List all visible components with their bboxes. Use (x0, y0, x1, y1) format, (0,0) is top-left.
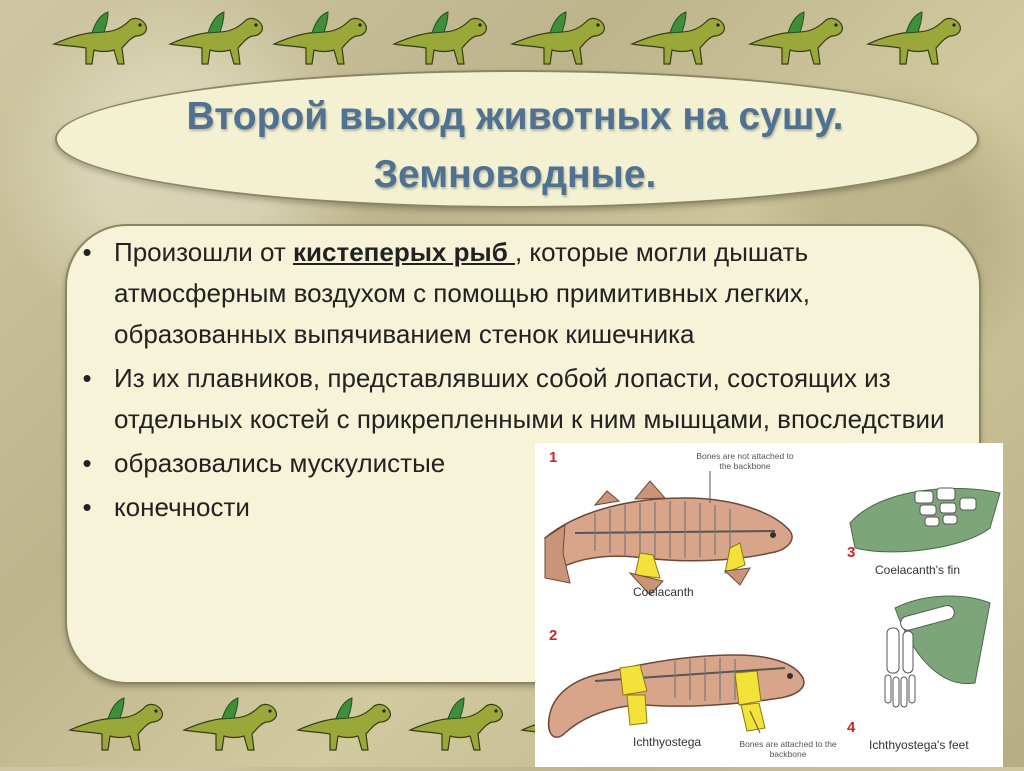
note-bones-attached: Bones are attached to the backbone (739, 739, 837, 759)
ichthyostega-feet-drawing (885, 596, 990, 707)
bullet-2-text: Из их плавников, представлявших собой лопасти, состоящих из отдельных костей с прикрепленными к ним мышцами, впоследствии (114, 363, 945, 434)
bullet-1-pre: Произошли от (114, 237, 294, 267)
label-ichthyostega-feet: Ichthyostega's feet (869, 738, 969, 752)
bullet-1-post: , которые могли дышать атмосферным воздухом с помощью примитивных легких, образованных выпячиванием стенок кишечника (114, 237, 811, 349)
dinosaur-icon (68, 692, 168, 754)
label-coelacanth-fin: Coelacanth's fin (875, 563, 961, 577)
label-ichthyostega: Ichthyostega (633, 735, 702, 749)
label-coelacanth: Coelacanth (633, 585, 694, 599)
top-dinosaur-border (0, 2, 1024, 72)
dinosaur-icon (182, 692, 282, 754)
title-line-2: Земноводные. (373, 153, 657, 196)
bullet-item (72, 232, 972, 355)
title-line-1: Второй выход животных на сушу. (186, 95, 844, 138)
figure-number-1: 1 (549, 449, 558, 466)
ichthyostega-drawing (549, 655, 804, 737)
figure-number-4: 4 (847, 719, 856, 736)
dinosaur-icon (272, 6, 372, 68)
bullet-dot: • (82, 448, 92, 478)
bullet-dot: • (82, 492, 92, 522)
dinosaur-icon (392, 6, 492, 68)
evolution-illustration (535, 443, 1003, 767)
dinosaur-icon (168, 6, 268, 68)
bullet-1-highlight: кистеперых рыб (293, 237, 515, 267)
bullet-dot: • (82, 363, 92, 393)
figure-number-3: 3 (847, 544, 856, 561)
figure-number-2: 2 (549, 627, 558, 644)
note-bones-not-attached: Bones are not attached to the backbone (696, 451, 794, 471)
dinosaur-icon (296, 692, 396, 754)
coelacanth-drawing (545, 481, 792, 595)
dinosaur-icon (748, 6, 848, 68)
dinosaur-icon (52, 6, 152, 68)
bullet-item (72, 358, 972, 440)
evolution-figure (535, 443, 1003, 767)
dinosaur-icon (408, 692, 508, 754)
bullet-3-text: образовались мускулистые (114, 448, 446, 478)
dinosaur-icon (510, 6, 610, 68)
slide-title (55, 88, 975, 204)
bullet-dot: • (82, 237, 92, 267)
bullet-4-text: конечности (114, 492, 250, 522)
coelacanth-fin-drawing (850, 488, 1000, 552)
dinosaur-icon (630, 6, 730, 68)
dinosaur-icon (866, 6, 966, 68)
